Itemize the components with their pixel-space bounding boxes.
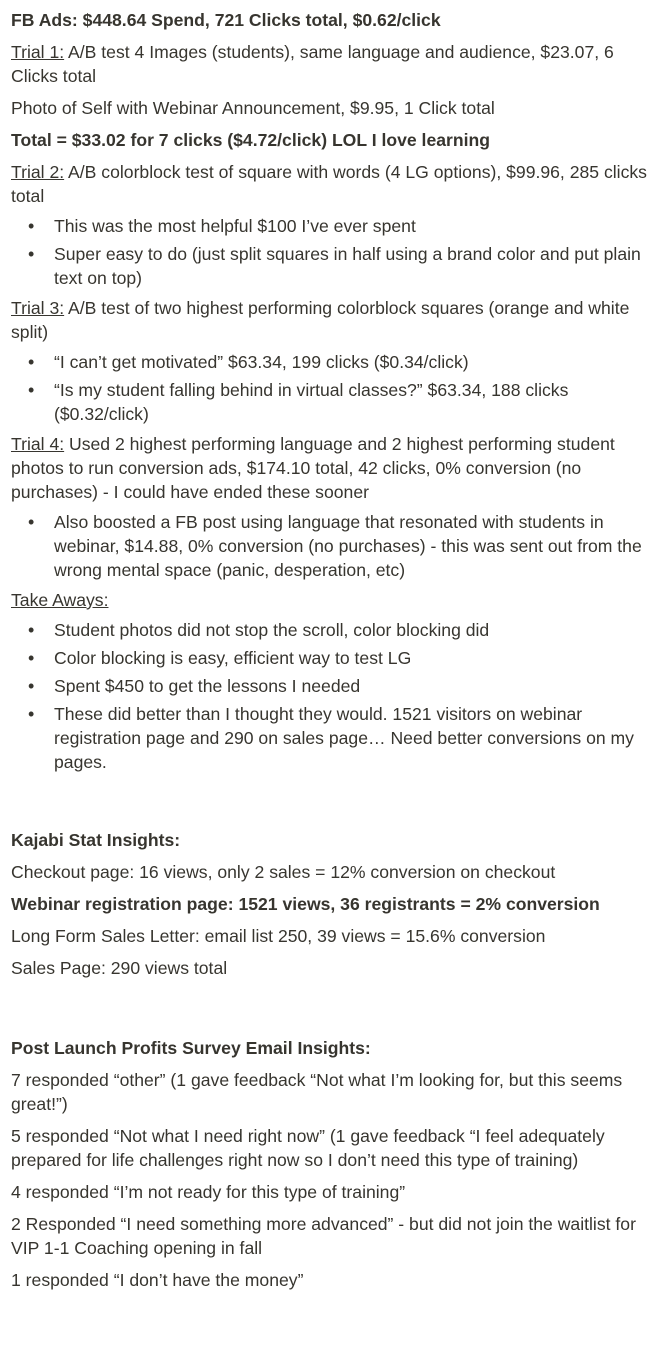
paragraph [11, 924, 651, 948]
bullet-list [11, 618, 651, 774]
bold-paragraph [11, 828, 651, 852]
list-item: • Color blocking is easy, efficient way to test LG [11, 646, 651, 670]
list-item: • “Is my student falling behind in virtual classes?” $63.34, 188 clicks ($0.32/click) [11, 378, 651, 426]
paragraph [11, 1068, 651, 1116]
paragraph-text: A/B test 4 Images (students), same language and audience, $23.07, 6 Clicks total [11, 42, 614, 86]
paragraph-text: Total = $33.02 for 7 clicks ($4.72/click) LOL I love learning [11, 130, 490, 150]
bold-paragraph [11, 892, 651, 916]
bullet-list [11, 214, 651, 290]
paragraph-text: 2 Responded “I need something more advanced” - but did not join the waitlist for VIP 1-1 Coaching opening in fall [11, 1214, 636, 1258]
paragraph [11, 432, 651, 504]
bullet-list [11, 350, 651, 426]
underlined-label: Trial 3: [11, 298, 65, 318]
paragraph [11, 40, 651, 88]
paragraph-text: Post Launch Profits Survey Email Insights: [11, 1038, 371, 1058]
paragraph [11, 588, 651, 612]
list-item: • “I can’t get motivated” $63.34, 199 clicks ($0.34/click) [11, 350, 651, 374]
paragraph [11, 160, 651, 208]
list-item: • This was the most helpful $100 I’ve ever spent [11, 214, 651, 238]
paragraph-text: Long Form Sales Letter: email list 250, 39 views = 15.6% conversion [11, 926, 546, 946]
paragraph-text: Kajabi Stat Insights: [11, 830, 181, 850]
paragraph-text: 5 responded “Not what I need right now” (1 gave feedback “I feel adequately prepared for life challenges right now so I don’t need this type of training) [11, 1126, 605, 1170]
paragraph-text: Photo of Self with Webinar Announcement, $9.95, 1 Click total [11, 98, 495, 118]
paragraph [11, 1124, 651, 1172]
list-item: • Student photos did not stop the scroll, color blocking did [11, 618, 651, 642]
list-item: • Super easy to do (just split squares in half using a brand color and put plain text on top) [11, 242, 651, 290]
paragraph-text: Webinar registration page: 1521 views, 36 registrants = 2% conversion [11, 894, 600, 914]
empty-block [11, 988, 651, 1036]
bold-paragraph [11, 8, 651, 32]
paragraph-text: 7 responded “other” (1 gave feedback “Not what I’m looking for, but this seems great!”) [11, 1070, 623, 1114]
paragraph [11, 860, 651, 884]
underlined-label: Trial 4: [11, 434, 65, 454]
paragraph-text: Used 2 highest performing language and 2 highest performing student photos to run conversion ads, $174.10 total, 42 clicks, 0% conversion (no purchases) - I could have ended these sooner [11, 434, 615, 502]
paragraph [11, 296, 651, 344]
bullet-list [11, 510, 651, 582]
paragraph [11, 956, 651, 980]
paragraph-text: 4 responded “I’m not ready for this type of training” [11, 1182, 406, 1202]
bold-paragraph [11, 1036, 651, 1060]
paragraph-text: FB Ads: $448.64 Spend, 721 Clicks total, $0.62/click [11, 10, 441, 30]
paragraph-text: Checkout page: 16 views, only 2 sales = 12% conversion on checkout [11, 862, 556, 882]
paragraph [11, 96, 651, 120]
paragraph-text: A/B test of two highest performing colorblock squares (orange and white split) [11, 298, 630, 342]
bold-paragraph [11, 128, 651, 152]
paragraph-text: A/B colorblock test of square with words (4 LG options), $99.96, 285 clicks total [11, 162, 647, 206]
paragraph [11, 1212, 651, 1260]
underlined-label: Take Aways: [11, 590, 109, 610]
paragraph-text: Sales Page: 290 views total [11, 958, 228, 978]
underlined-label: Trial 1: [11, 42, 65, 62]
underlined-label: Trial 2: [11, 162, 65, 182]
list-item: • Spent $450 to get the lessons I needed [11, 674, 651, 698]
paragraph [11, 1180, 651, 1204]
paragraph-text: 1 responded “I don’t have the money” [11, 1270, 304, 1290]
list-item: • Also boosted a FB post using language that resonated with students in webinar, $14.88, 0% conversion (no purchases) - this was sent out from the wrong mental space (panic, desperation, etc) [11, 510, 651, 582]
list-item: • These did better than I thought they would. 1521 visitors on webinar registration page and 290 on sales page… Need better conversions on my pages. [11, 702, 651, 774]
paragraph [11, 1268, 651, 1292]
empty-block [11, 780, 651, 828]
